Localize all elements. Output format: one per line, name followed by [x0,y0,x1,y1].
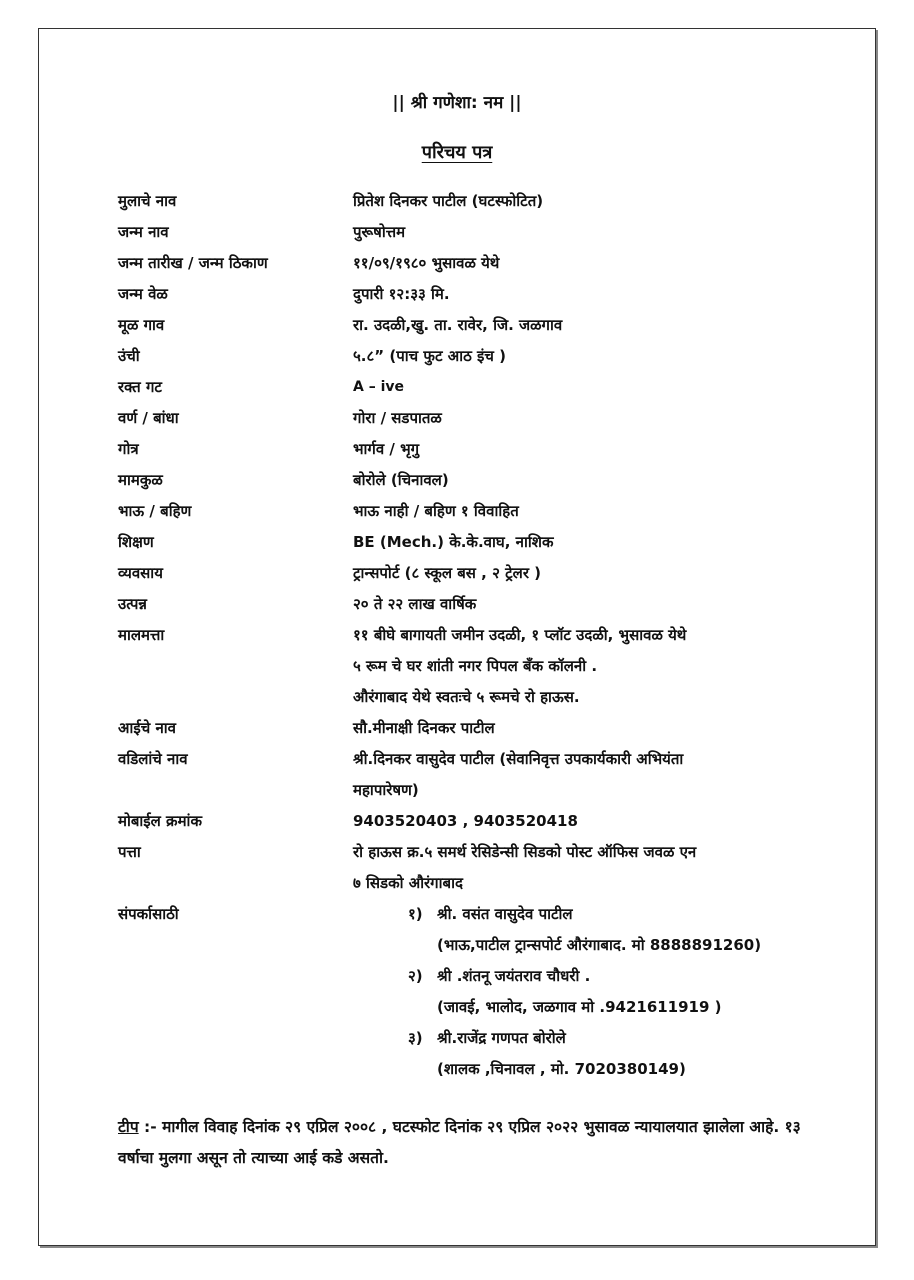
row-value [353,713,843,744]
contact-number: ३) [408,1029,423,1047]
row-value-line: पुरूषोत्तम [353,223,406,241]
row-label: भाऊ / बहिण [118,502,192,520]
contact-detail: (शालक ,चिनावल , मो. 7020380149) [437,1060,686,1078]
row-label: मूळ गाव [118,316,165,334]
row-value [353,558,843,589]
row-label: जन्म तारीख / जन्म ठिकाण [118,254,268,272]
row-label: रक्त गट [118,378,162,396]
contact-name: श्री. वसंत वासुदेव पाटील [437,905,573,923]
contact-number: १) [408,905,423,923]
row-value [353,341,843,372]
contact-name: श्री.राजेंद्र गणपत बोरोले [437,1029,566,1047]
row-value-line: प्रितेश दिनकर पाटील (घटस्फोटित) [353,192,544,210]
row-value-line: 9403520403 , 9403520418 [353,812,578,830]
row-value-line: ५ रूम चे घर शांती नगर पिपल बँक कॉलनी . [353,656,598,675]
contact-number: २) [408,967,423,985]
row-value [353,403,843,434]
row-label: मुलाचे नाव [118,192,177,210]
row-value-line: रो हाऊस क्र.५ समर्थ रेसिडेन्सी सिडको पोस्ट ऑफिस जवळ एन [353,843,697,861]
page-title-text: परिचय पत्र [421,142,493,163]
row-value [353,310,843,341]
note [118,1112,838,1174]
invocation: || श्री गणेशा: नम || [392,93,522,113]
row-label: वर्ण / बांधा [118,409,179,427]
row-value [353,589,843,620]
row-label: वडिलांचे नाव [118,750,188,768]
row-value-line: श्री.दिनकर वासुदेव पाटील (सेवानिवृत्त उपकार्यकारी अभियंता [353,750,684,768]
row-value-line: भाऊ नाही / बहिण १ विवाहित [353,502,519,520]
row-value-line: ११ बीघे बागायती जमीन उदळी, १ प्लॉट उदळी, भुसावळ येथे [353,626,687,644]
contact-detail: (भाऊ,पाटील ट्रान्सपोर्ट औरंगाबाद. मो 8888891260) [437,936,762,954]
row-value-line: औरंगाबाद येथे स्वतःचे ५ रूमचे रो हाऊस. [353,687,580,706]
row-value [353,217,843,248]
row-value-line: ५.८” (पाच फुट आठ इंच ) [353,347,506,365]
row-value [353,279,843,310]
contact-name: श्री .शंतनू जयंतराव चौधरी . [437,967,591,985]
row-label: मोबाईल क्रमांक [118,812,202,830]
row-label: व्यवसाय [118,564,163,582]
row-value-line: भार्गव / भृगु [353,440,420,458]
row-value-line: बोरोले (चिनावल) [353,471,449,489]
row-label: संपर्कासाठी [118,905,179,923]
row-label: उत्पन्न [118,595,147,613]
row-value [353,465,843,496]
row-value [353,186,843,217]
row-value-line: महापारेषण) [353,780,419,799]
row-value-line: २० ते २२ लाख वार्षिक [353,595,477,613]
row-label: जन्म वेळ [118,285,168,303]
row-value [353,248,843,279]
row-value-line: ११/०९/१९८० भुसावळ येथे [353,254,500,272]
row-label: जन्म नाव [118,223,169,241]
row-value [353,496,843,527]
row-label: उंची [118,347,140,365]
row-value-line: ७ सिडको औरंगाबाद [353,873,463,892]
note-heading: टीप [118,1118,139,1136]
row-label: मामकुळ [118,471,163,489]
row-value [353,744,843,806]
row-value [353,837,843,899]
row-value-line: दुपारी १२:३३ मि. [353,285,450,303]
row-value-line: BE (Mech.) के.के.वाघ, नाशिक [353,533,554,551]
contact-detail: (जावई, भालोद, जळगाव मो .9421611919 ) [437,998,722,1016]
row-value [353,372,843,403]
row-value [353,806,843,837]
row-value [353,620,843,712]
row-value-line: रा. उदळी,खु. ता. रावेर, जि. जळगाव [353,316,563,334]
row-label: गोत्र [118,440,139,458]
row-value [353,527,843,558]
row-label: शिक्षण [118,533,154,551]
row-value-line: ट्रान्सपोर्ट (८ स्कूल बस , २ ट्रेलर ) [353,564,542,582]
row-label: पत्ता [118,843,141,861]
note-text: :- मागील विवाह दिनांक २९ एप्रिल २००८ , घटस्फोट दिनांक २९ एप्रिल २०२२ भुसावळ न्यायालयात झालेला आहे. १३ वर्षाचा मुलगा असून तो त्याच्या आई कडे असतो. [118,1118,801,1167]
row-value-line: गोरा / सडपातळ [353,409,442,427]
row-label: मालमत्ता [118,626,165,644]
row-label: आईचे नाव [118,719,176,737]
page-title [0,140,914,164]
row-value-line: A – ive [353,379,405,395]
row-value-line: सौ.मीनाक्षी दिनकर पाटील [353,719,495,737]
row-value [353,434,843,465]
